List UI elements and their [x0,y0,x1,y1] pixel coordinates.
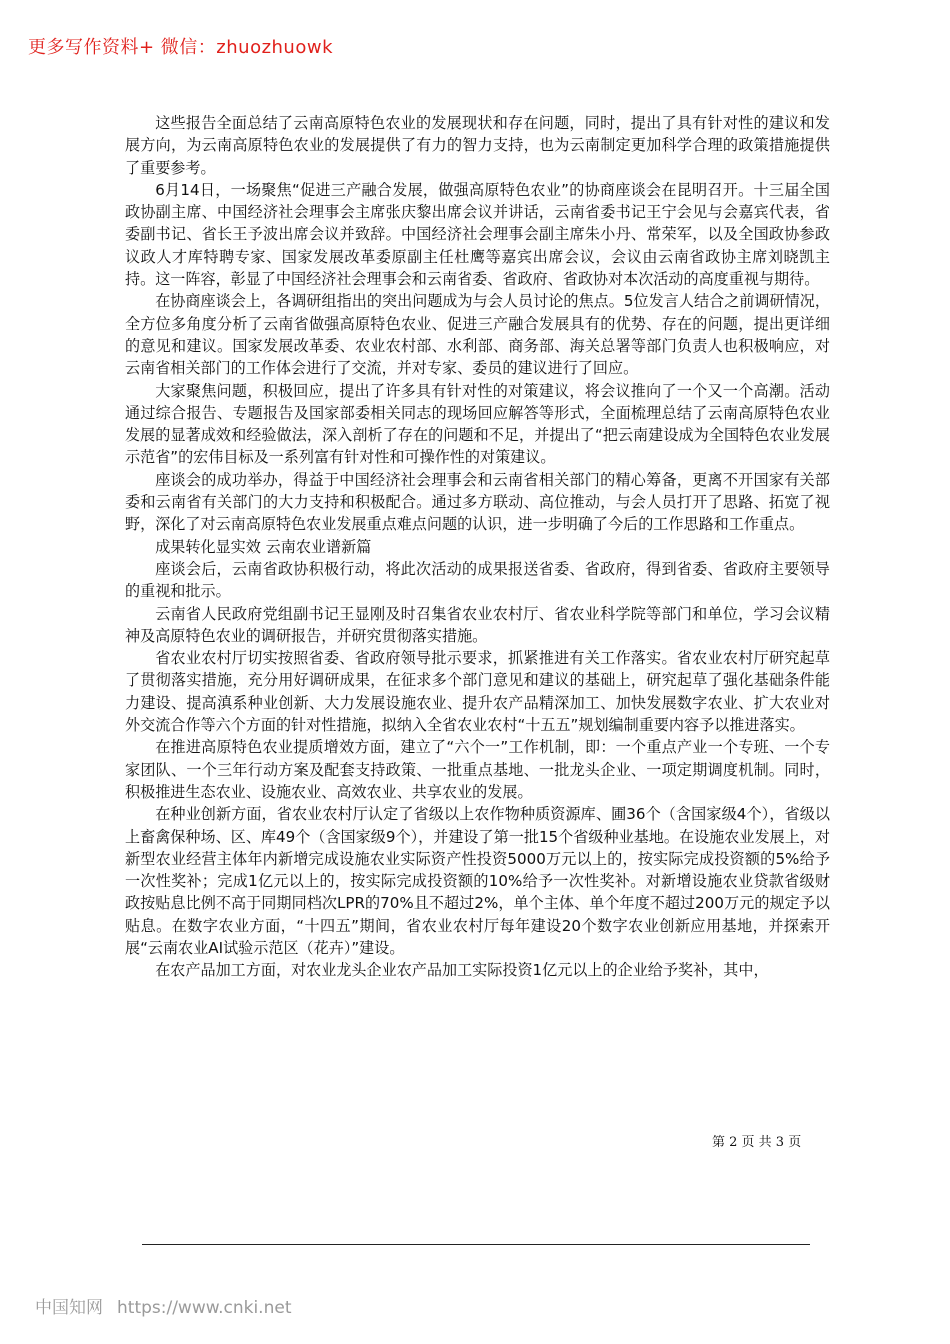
paragraph: 在种业创新方面，省农业农村厅认定了省级以上农作物种质资源库、圃36个（含国家级4个），省级以上畜禽保种场、区、库49个（含国家级9个），并建设了第一批15个省级种业基地。在设施农业发展上，对新型农业经营主体年内新增完成设施农业实际资产性投资5000万元以上的，按实际完成投资额的5%给予一次性奖补；完成1亿元以上的，按实际完成投资额的10%给予一次性奖补。对新增设施农业贷款省级财政按贴息比例不高于同期同档次LPR的70%且不超过2%，单个主体、单个年度不超过200万元的规定予以贴息。在数字农业方面，“十四五”期间，省农业农村厅每年建设20个数字农业创新应用基地，并探索开展“云南农业AI试验示范区（花卉）”建设。 [125,805,830,957]
paragraph: 省农业农村厅切实按照省委、省政府领导批示要求，抓紧推进有关工作落实。省农业农村厅研究起草了贯彻落实措施，充分用好调研成果，在征求多个部门意见和建议的基础上，研究起草了强化基础条件能力建设、提高滇系种业创新、大力发展设施农业、提升农产品精深加工、加快发展数字农业、扩大农业对外交流合作等六个方面的针对性措施，拟纳入全省农业农村“十五五”规划编制重要内容予以推进落实。 [125,649,830,735]
footer-url: https://www.cnki.net [117,1298,292,1318]
paragraph: 这些报告全面总结了云南高原特色农业的发展现状和存在问题，同时，提出了具有针对性的建议和发展方向，为云南高原特色农业的发展提供了有力的智力支持，也为云南制定更加科学合理的政策措施提供了重要参考。 [125,114,830,177]
footer-divider [142,1244,810,1245]
page-number: 第 2 页 共 3 页 [712,1135,802,1150]
paragraph: 大家聚焦问题，积极回应，提出了许多具有针对性的对策建议，将会议推向了一个又一个高潮。活动通过综合报告、专题报告及国家部委相关同志的现场回应解答等形式，全面梳理总结了云南高原特色农业发展的显著成效和经验做法，深入剖析了存在的问题和不足，并提出了“把云南建设成为全国特色农业发展示范省”的宏伟目标及一系列富有针对性和可操作性的对策建议。 [125,381,830,467]
section-heading: 成果转化显实效 云南农业谱新篇 [155,537,372,556]
paragraph: 在农产品加工方面，对农业龙头企业农产品加工实际投资1亿元以上的企业给予奖补，其中， [155,961,769,980]
paragraph: 在协商座谈会上，各调研组指出的突出问题成为与会人员讨论的焦点。5位发言人结合之前调研情况，全方位多角度分析了云南省做强高原特色农业、促进三产融合发展具有的优势、存在的问题，提出更详细的意见和建议。国家发展改革委、农业农村部、水利部、商务部、海关总署等部门负责人也积极响应，对云南省相关部门的工作体会进行了交流，并对专家、委员的建议进行了回应。 [125,292,830,378]
paragraph: 云南省人民政府党组副书记王显刚及时召集省农业农村厅、省农业科学院等部门和单位，学习会议精神及高原特色农业的调研报告，并研究贯彻落实措施。 [125,604,830,645]
paragraph: 座谈会后，云南省政协积极行动，将此次活动的成果报送省委、省政府，得到省委、省政府主要领导的重视和批示。 [125,559,830,601]
article-body [125,112,830,982]
footer-watermark [35,1293,291,1318]
paragraph: 座谈会的成功举办，得益于中国经济社会理事会和云南省相关部门的精心筹备，更离不开国家有关部委和云南省有关部门的大力支持和积极配合。通过多方联动、高位推动，与会人员打开了思路、拓宽了视野，深化了对云南高原特色农业发展重点难点问题的认识，进一步明确了今后的工作思路和工作重点。 [125,470,830,534]
paragraph: 在推进高原特色农业提质增效方面，建立了“六个一”工作机制，即：一个重点产业一个专班、一个专家团队、一个三年行动方案及配套支持政策、一批重点基地、一批龙头企业、一项定期调度机制。同时，积极推进生态农业、设施农业、高效农业、共享农业的发展。 [125,738,830,801]
watermark-banner: 更多写作资料+ 微信：zhuozhuowk [28,37,334,58]
paragraph: 6月14日，一场聚焦“促进三产融合发展，做强高原特色农业”的协商座谈会在昆明召开。十三届全国政协副主席、中国经济社会理事会主席张庆黎出席会议并讲话，云南省委书记王宁会见与会嘉宾代表，省委副书记、省长王予波出席会议并致辞。中国经济社会理事会副主席朱小丹、常荣军，以及全国政协参政议政人才库特聘专家、国家发展改革委原副主任杜鹰等嘉宾出席会议，会议由云南省政协主席刘晓凯主持。这一阵容，彰显了中国经济社会理事会和云南省委、省政府、省政协对本次活动的高度重视与期待。 [125,180,830,289]
footer-site-name: 中国知网 [35,1298,103,1318]
